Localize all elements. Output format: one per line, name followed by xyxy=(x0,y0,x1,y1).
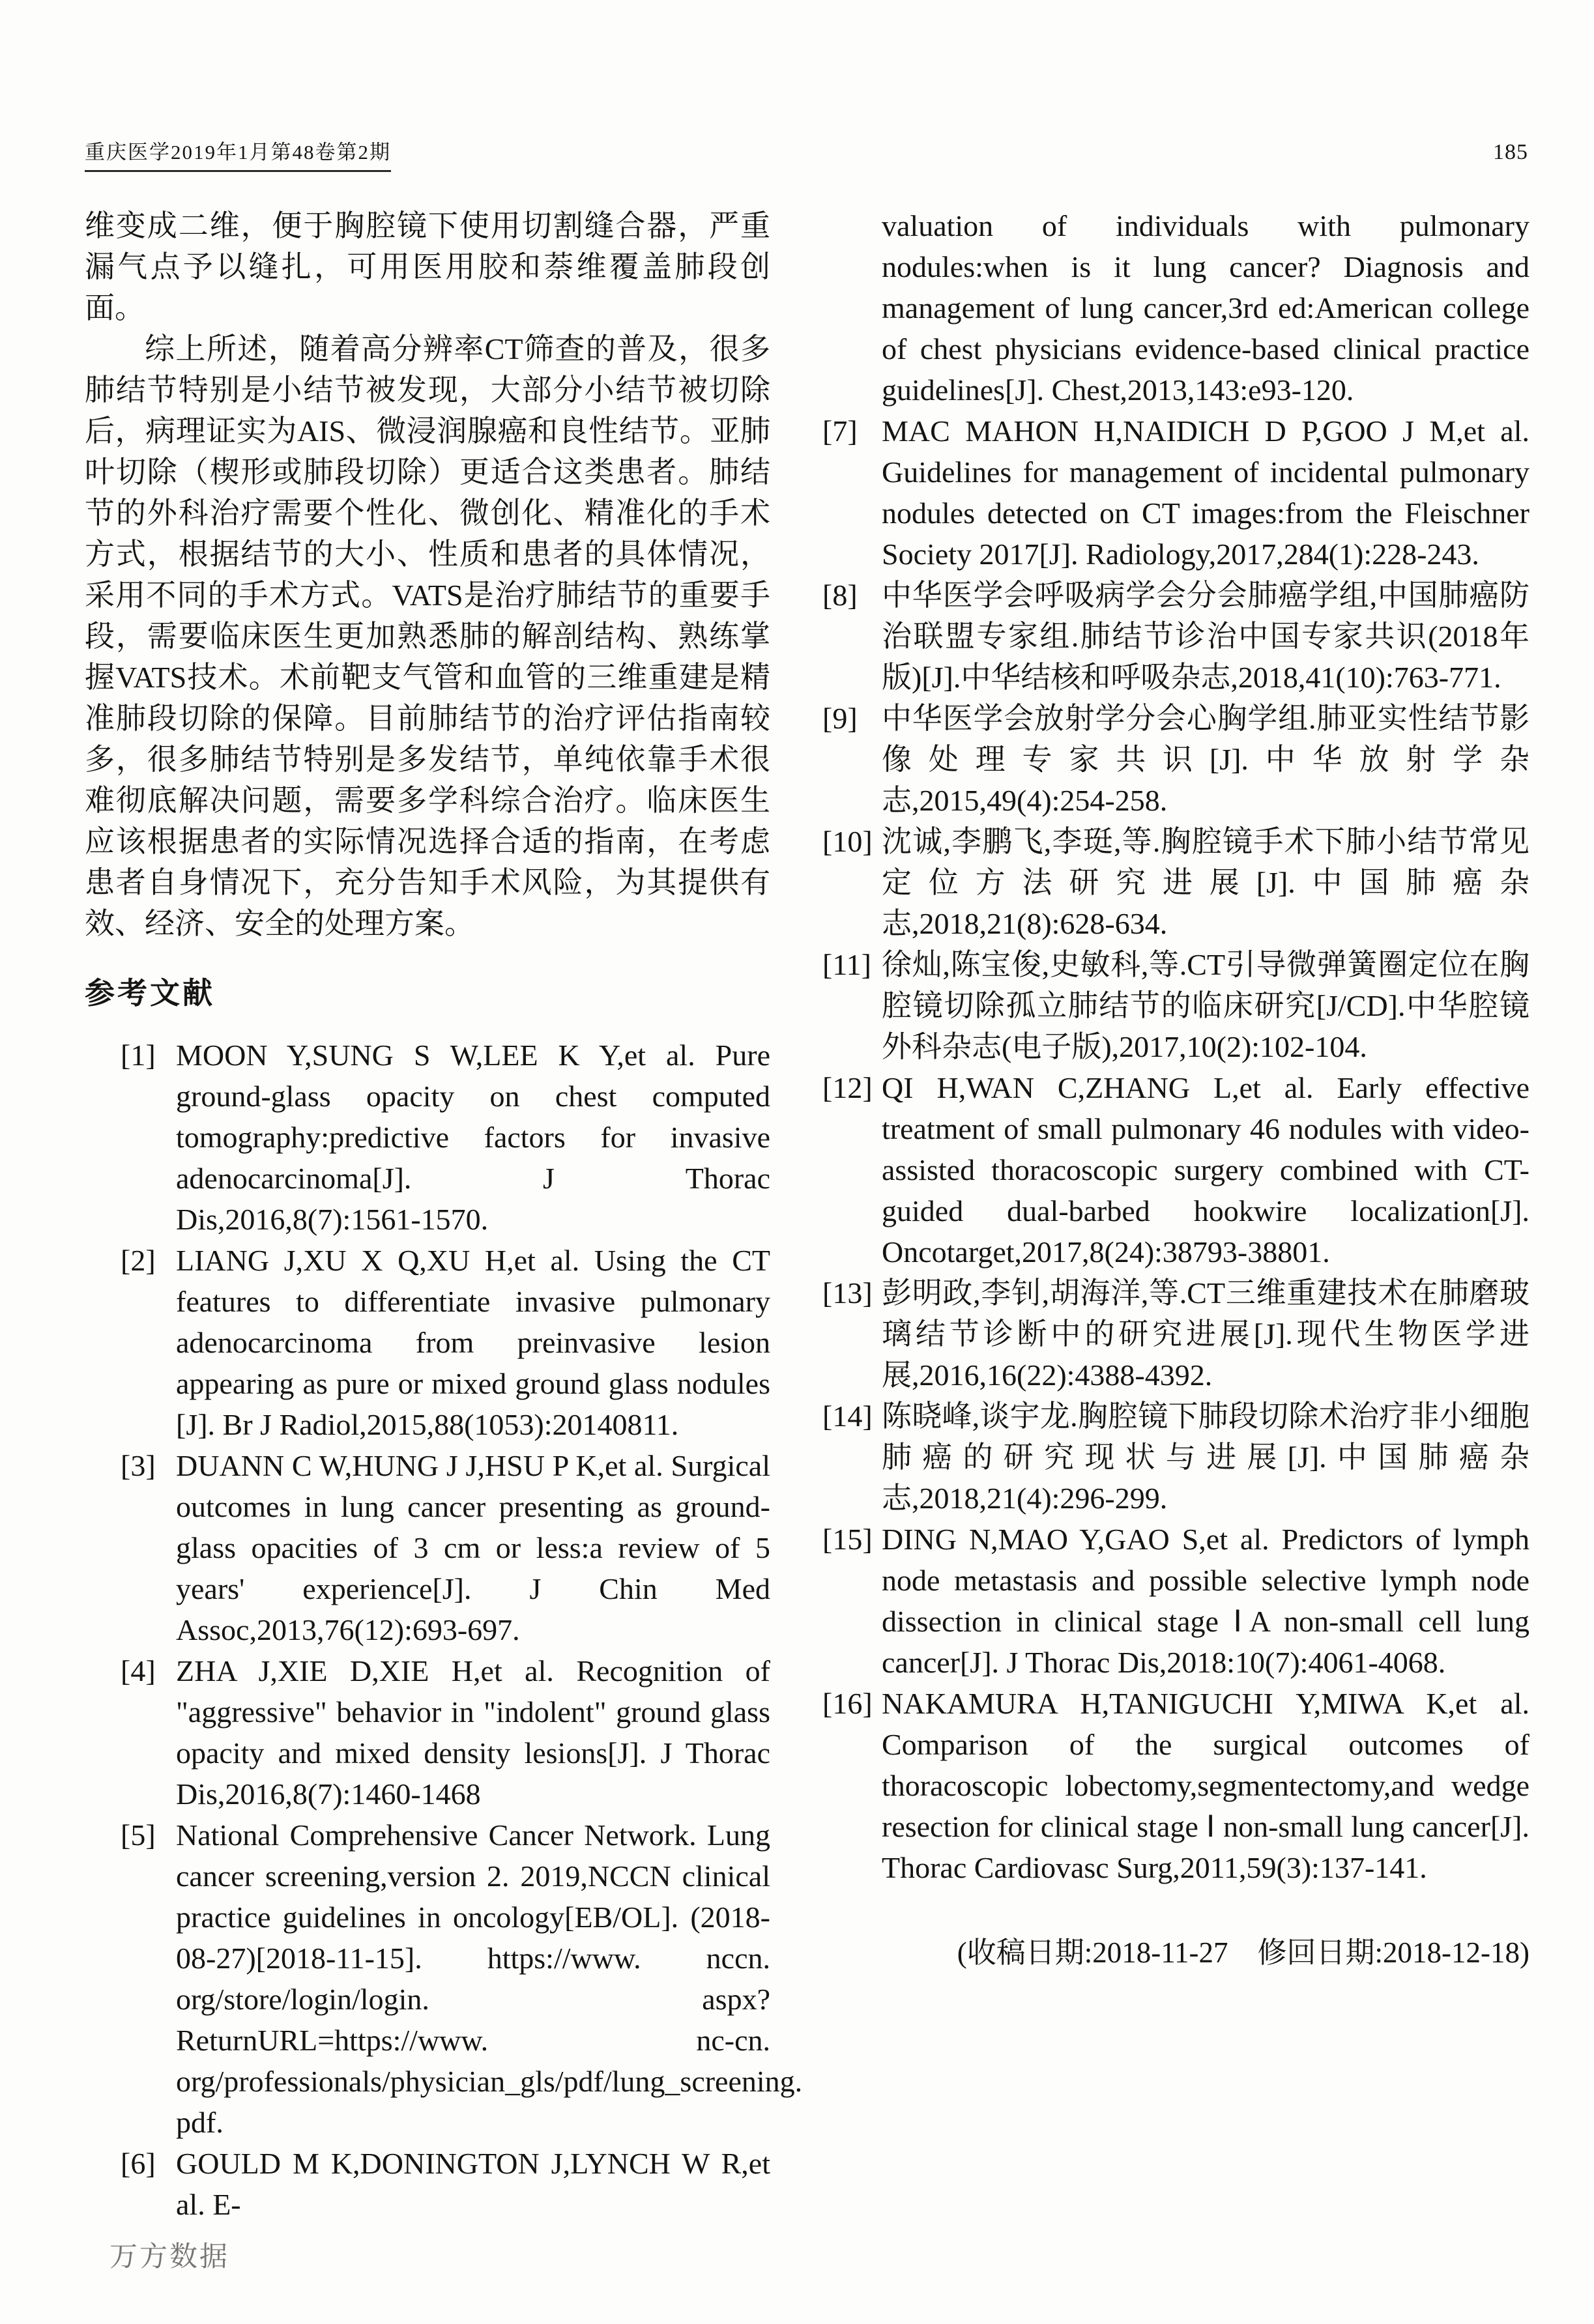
page-number: 185 xyxy=(1493,140,1528,164)
reference-text: National Comprehensive Cancer Network. Lung cancer screening,version 2. 2019,NCCN clinical practice guidelines in oncology[EB/OL]. (2018-08-27)[2018-11-15]. https://www. nccn. org/store/login/login. aspx? ReturnURL=https://www. nc-cn. org/professionals/physician_gls/pdf/lung_screening. pdf. xyxy=(176,1818,803,2139)
reference-text: QI H,WAN C,ZHANG L,et al. Early effective treatment of small pulmonary 46 nodules with video-assisted thoracoscopic surgery combined with CT- guided dual-barbed hookwire localization[J]. Oncotarget,2017,8(24):38793-38801. xyxy=(882,1071,1529,1269)
left-column xyxy=(85,205,803,2225)
reference-item-6-continuation xyxy=(822,205,1529,410)
reference-label: [6] xyxy=(121,2147,156,2180)
received-revised-dates: (收稿日期:2018-11-27 修回日期:2018-12-18) xyxy=(957,1936,1529,1969)
page-header xyxy=(85,136,1528,172)
body-paragraph-continuation: 维变成二维，便于胸腔镜下使用切割缝合器，严重漏气点予以缝扎，可用医用胶和萘维覆盖肺段创面。 xyxy=(85,209,770,324)
reference-item-15 xyxy=(822,1519,1529,1683)
reference-text: LIANG J,XU X Q,XU H,et al. Using the CT features to differentiate invasive pulmonary adenocarcinoma from preinvasive lesion appearing as pure or mixed ground glass nodules [J]. Br J Radiol,2015,88(1053):20140811. xyxy=(176,1244,770,1441)
reference-item-14 xyxy=(822,1396,1529,1519)
reference-label: [5] xyxy=(121,1818,156,1852)
reference-text: 中华医学会呼吸病学会分会肺癌学组,中国肺癌防治联盟专家组.肺结节诊治中国专家共识(2018年版)[J].中华结核和呼吸杂志,2018,41(10):763-771. xyxy=(882,579,1529,694)
reference-item-5 xyxy=(85,1815,803,2143)
reference-label: [8] xyxy=(822,579,858,612)
reference-item-4 xyxy=(85,1650,770,1815)
reference-text: DING N,MAO Y,GAO S,et al. Predictors of lymph node metastasis and possible selective lymph node dissection in clinical stage ⅠA non-small cell lung cancer[J]. J Thorac Dis,2018:10(7):4061-4068. xyxy=(882,1523,1529,1679)
reference-label: [15] xyxy=(822,1523,873,1556)
reference-text: DUANN C W,HUNG J J,HSU P K,et al. Surgical outcomes in lung cancer presenting as ground-glass opacities of 3 cm or less:a review of 5 years' experience[J]. J Chin Med Assoc,2013,76(12):693-697. xyxy=(176,1449,770,1646)
reference-text: 彭明政,李钊,胡海洋,等.CT三维重建技术在肺磨玻璃结节诊断中的研究进展[J].现代生物医学进展,2016,16(22):4388-4392. xyxy=(882,1276,1529,1392)
reference-label: [3] xyxy=(121,1449,156,1482)
references-heading: 参考文献 xyxy=(85,976,215,1010)
reference-item-16 xyxy=(822,1683,1529,1888)
reference-label: [2] xyxy=(121,1244,156,1277)
reference-text: MOON Y,SUNG S W,LEE K Y,et al. Pure ground-glass opacity on chest computed tomography:predictive factors for invasive adenocarcinoma[J]. J Thorac Dis,2016,8(7):1561-1570. xyxy=(176,1039,770,1236)
reference-text: 中华医学会放射学分会心胸学组.肺亚实性结节影像处理专家共识[J].中华放射学杂志,2015,49(4):254-258. xyxy=(882,702,1529,817)
reference-label: [7] xyxy=(822,414,858,448)
reference-label: [16] xyxy=(822,1687,873,1720)
reference-item-9 xyxy=(822,698,1529,821)
reference-label: [11] xyxy=(822,948,871,981)
reference-label: [12] xyxy=(822,1071,873,1104)
reference-text: MAC MAHON H,NAIDICH D P,GOO J M,et al. Guidelines for management of incidental pulmonary nodules detected on CT images:from the Fleischner Society 2017[J]. Radiology,2017,284(1):228-243. xyxy=(882,414,1529,571)
reference-text: GOULD M K,DONINGTON J,LYNCH W R,et al. E- xyxy=(176,2147,770,2221)
reference-item-7 xyxy=(822,410,1529,575)
reference-text: 徐灿,陈宝俊,史敏科,等.CT引导微弹簧圈定位在胸腔镜切除孤立肺结节的临床研究[J/CD].中华腔镜外科杂志(电子版),2017,10(2):102-104. xyxy=(882,948,1529,1063)
reference-item-12 xyxy=(822,1067,1529,1272)
reference-text: NAKAMURA H,TANIGUCHI Y,MIWA K,et al. Comparison of the surgical outcomes of thoracoscopic lobectomy,segmentectomy,and wedge resection for clinical stage Ⅰ non-small lung cancer[J]. Thorac Cardiovasc Surg,2011,59(3):137-141. xyxy=(882,1687,1529,1884)
journal-issue-line: 重庆医学2019年1月第48卷第2期 xyxy=(85,136,391,172)
reference-item-3 xyxy=(85,1445,770,1650)
reference-label: [1] xyxy=(121,1039,156,1072)
reference-label: [10] xyxy=(822,825,873,858)
reference-item-6 xyxy=(85,2143,770,2225)
body-paragraph-conclusion: 综上所述，随着高分辨率CT筛查的普及，很多肺结节特别是小结节被发现，大部分小结节被切除后，病理证实为AIS、微浸润腺癌和良性结节。亚肺叶切除（楔形或肺段切除）更适合这类患者。肺结节的外科治疗需要个性化、微创化、精准化的手术方式，根据结节的大小、性质和患者的具体情况，采用不同的手术方式。VATS是治疗肺结节的重要手段，需要临床医生更加熟悉肺的解剖结构、熟练掌握VATS技术。术前靶支气管和血管的三维重建是精准肺段切除的保障。目前肺结节的治疗评估指南较多，很多肺结节特别是多发结节，单纯依靠手术很难彻底解决问题，需要多学科综合治疗。临床医生应该根据患者的实际情况选择合适的指南，在考虑患者自身情况下，充分告知手术风险，为其提供有效、经济、安全的处理方案。 xyxy=(85,332,770,940)
reference-item-2 xyxy=(85,1240,770,1445)
reference-text: ZHA J,XIE D,XIE H,et al. Recognition of "aggressive" behavior in "indolent" ground glass opacity and mixed density lesions[J]. J Thorac Dis,2016,8(7):1460-1468 xyxy=(176,1654,770,1811)
reference-item-13 xyxy=(822,1272,1529,1396)
reference-label: [13] xyxy=(822,1276,873,1310)
reference-item-11 xyxy=(822,944,1529,1067)
reference-text: valuation of individuals with pulmonary nodules:when is it lung cancer? Diagnosis and management of lung cancer,3rd ed:American college of chest physicians evidence-based clinical practice guidelines[J]. Chest,2013,143:e93-120. xyxy=(882,209,1529,407)
reference-item-8 xyxy=(822,575,1529,698)
reference-item-1 xyxy=(85,1035,770,1240)
reference-label: [14] xyxy=(822,1399,873,1433)
reference-item-10 xyxy=(822,821,1529,944)
wanfang-watermark: 万方数据 xyxy=(109,2241,229,2273)
reference-text: 陈晓峰,谈宇龙.胸腔镜下肺段切除术治疗非小细胞肺癌的研究现状与进展[J].中国肺癌杂志,2018,21(4):296-299. xyxy=(882,1399,1529,1515)
right-column xyxy=(822,205,1529,1973)
reference-text: 沈诚,李鹏飞,李珽,等.胸腔镜手术下肺小结节常见定位方法研究进展[J].中国肺癌杂志,2018,21(8):628-634. xyxy=(882,825,1529,940)
reference-label: [4] xyxy=(121,1654,156,1687)
reference-label: [9] xyxy=(822,702,858,735)
